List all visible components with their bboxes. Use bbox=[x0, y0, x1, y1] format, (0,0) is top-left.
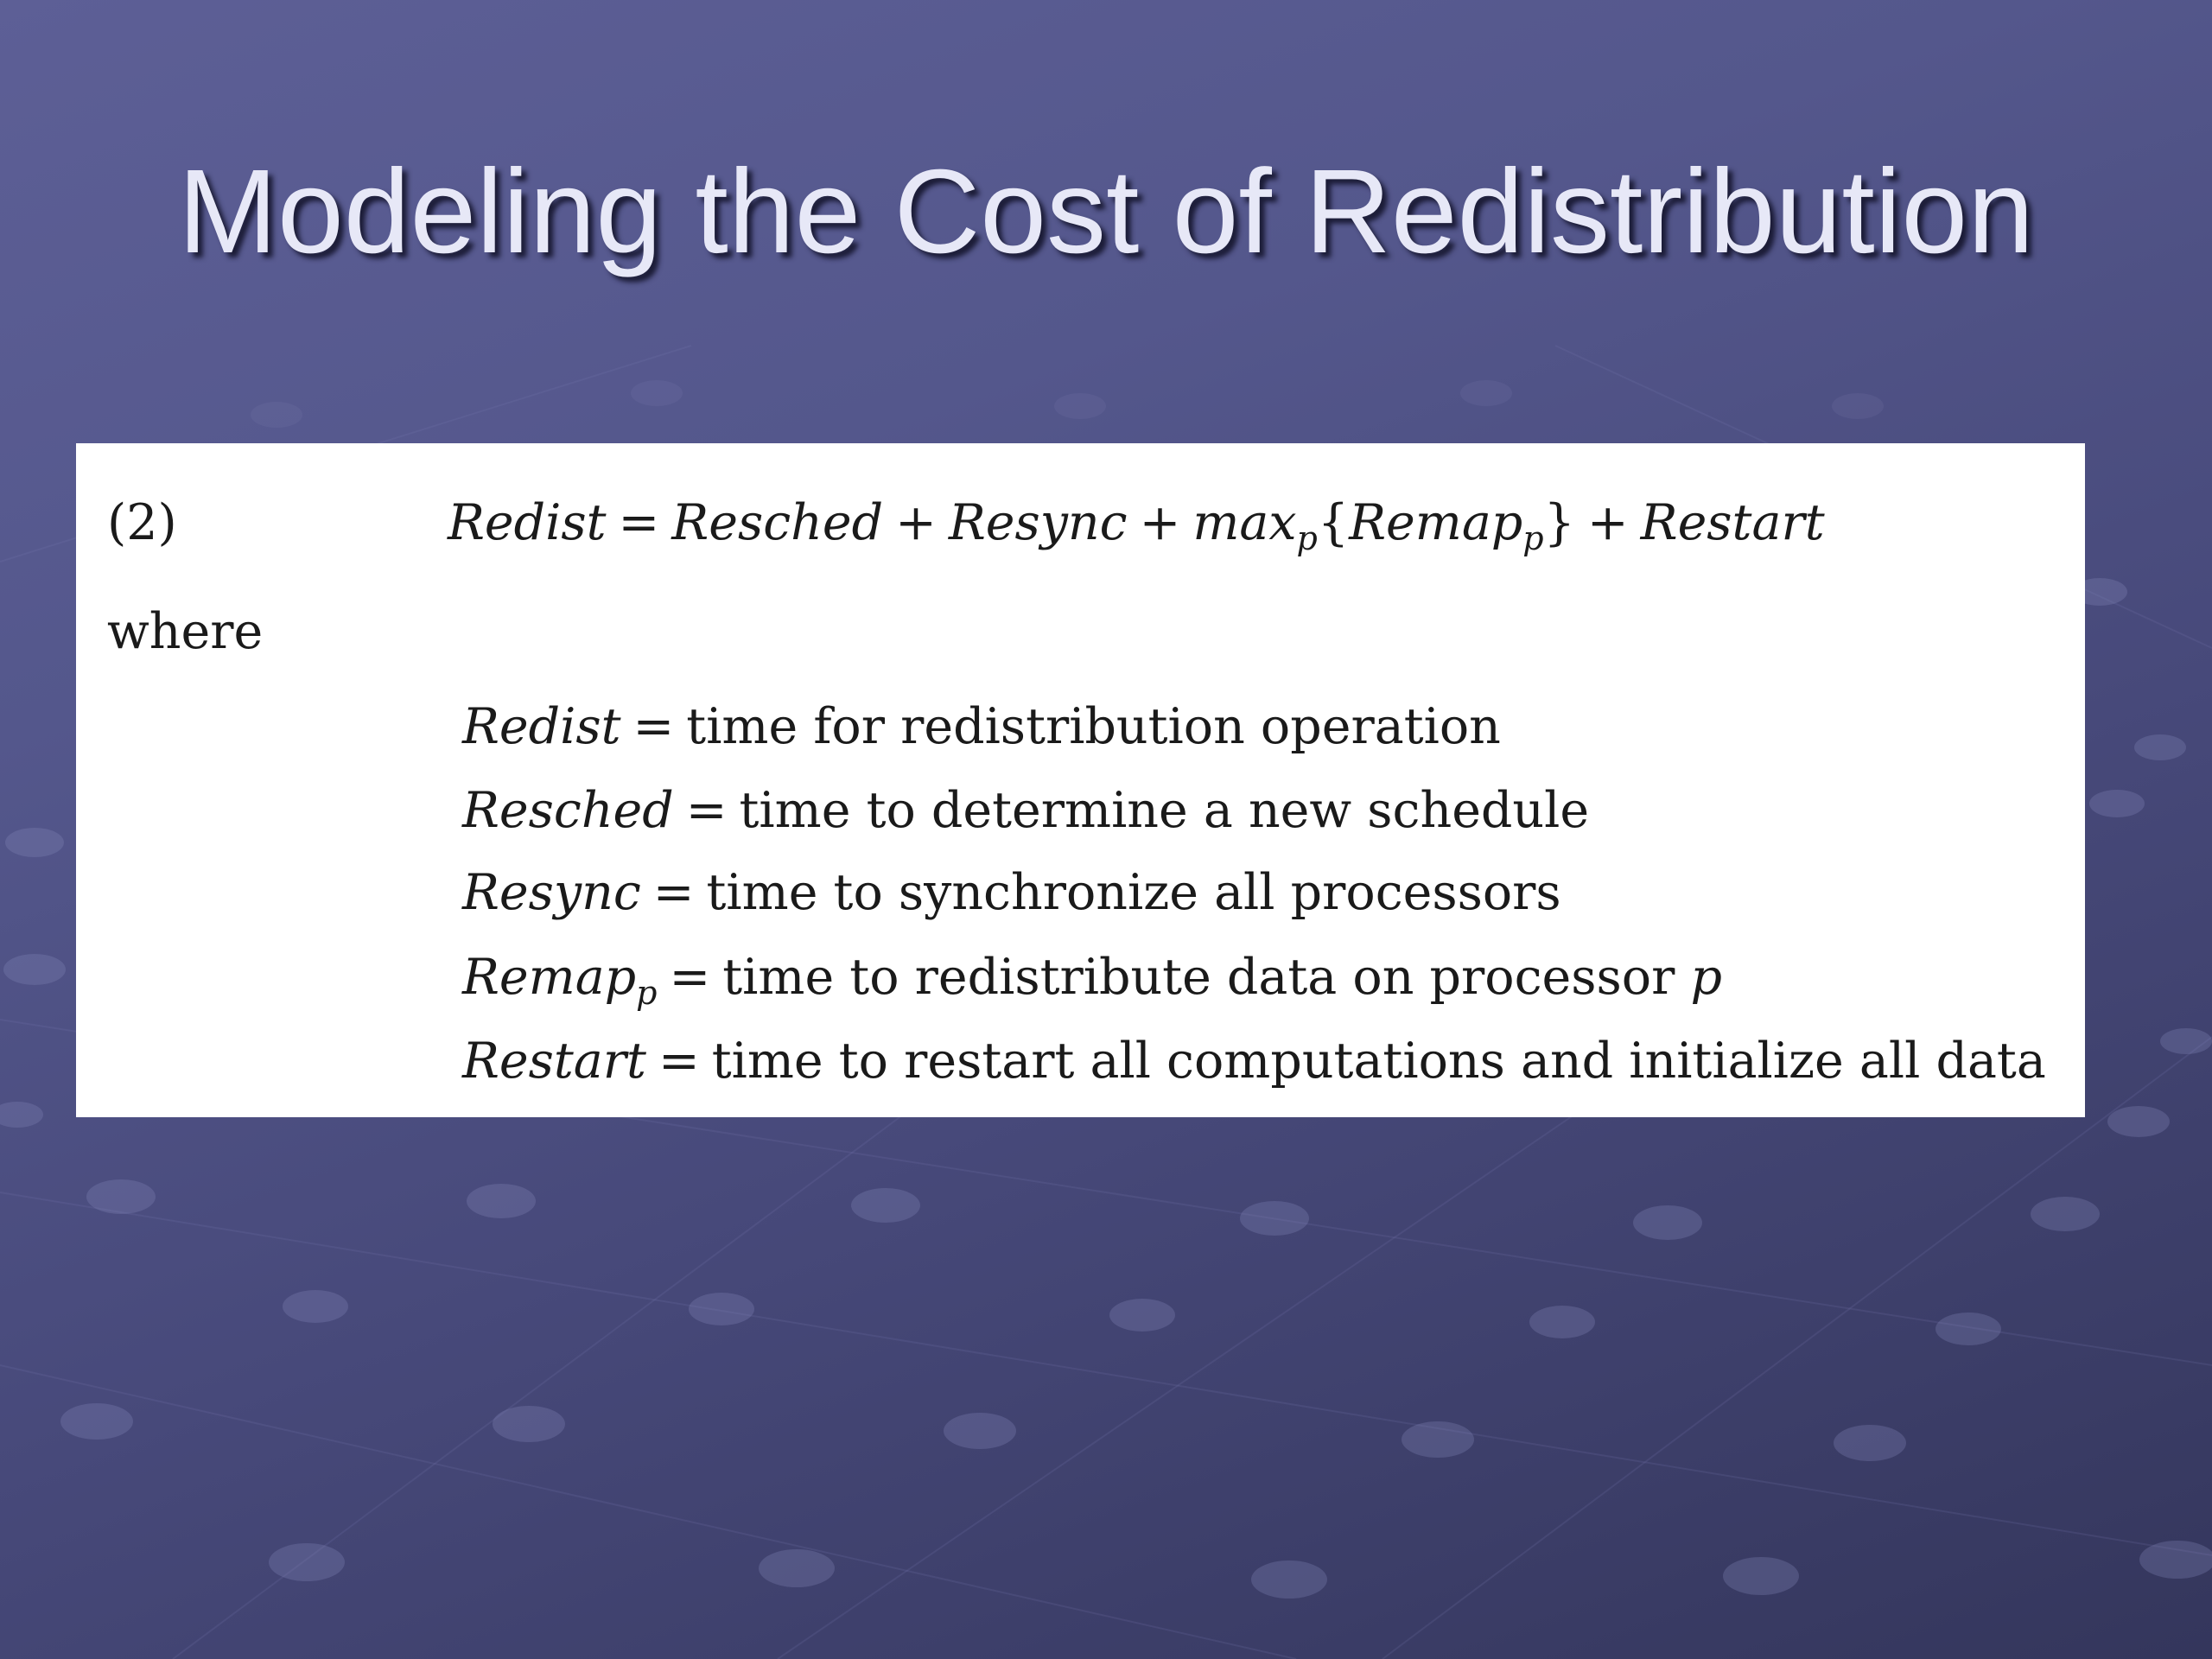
slide-title: Modeling the Cost of Redistribution bbox=[178, 145, 2034, 278]
definition-variable: p bbox=[1690, 949, 1722, 1006]
definition-text: time to determine a new schedule bbox=[739, 782, 1590, 839]
term-resync: Resync bbox=[948, 494, 1128, 551]
equation-lhs: Redist bbox=[448, 494, 607, 551]
definition-subscript: p bbox=[636, 974, 658, 1012]
definition-symbol: Restart bbox=[462, 1033, 646, 1090]
plus-sign: + bbox=[895, 494, 937, 551]
equals-sign: = bbox=[669, 949, 711, 1006]
max-subscript: p bbox=[1296, 519, 1318, 557]
definition-symbol: Resched bbox=[462, 782, 674, 839]
definition-row bbox=[462, 934, 1722, 1020]
term-restart: Restart bbox=[1640, 494, 1825, 551]
close-brace: } bbox=[1543, 494, 1575, 551]
term-remap: Remap bbox=[1349, 494, 1523, 551]
equals-sign: = bbox=[652, 864, 695, 921]
main-equation bbox=[448, 478, 1825, 568]
term-max: max bbox=[1192, 494, 1297, 551]
definition-row bbox=[462, 767, 1589, 854]
equals-sign: = bbox=[618, 494, 660, 551]
plus-sign: + bbox=[1139, 494, 1181, 551]
equals-sign: = bbox=[685, 782, 728, 839]
definition-symbol: Resync bbox=[462, 864, 641, 921]
remap-subscript: p bbox=[1522, 519, 1544, 557]
where-label: where bbox=[107, 603, 264, 660]
equation-number: (2) bbox=[107, 494, 177, 551]
definition-symbol: Redist bbox=[462, 698, 621, 755]
open-brace: { bbox=[1317, 494, 1350, 551]
definition-row bbox=[462, 683, 1501, 770]
equals-sign: = bbox=[658, 1033, 700, 1090]
definition-text: time to redistribute data on processor bbox=[722, 949, 1691, 1006]
definition-symbol: Remap bbox=[462, 949, 637, 1006]
plus-sign: + bbox=[1586, 494, 1629, 551]
definition-text: time for redistribution operation bbox=[686, 698, 1501, 755]
definition-text: time to synchronize all processors bbox=[706, 864, 1561, 921]
formula-panel bbox=[76, 443, 2085, 1117]
term-resched: Resched bbox=[671, 494, 884, 551]
definition-row bbox=[462, 849, 1561, 936]
equals-sign: = bbox=[632, 698, 675, 755]
definition-row bbox=[462, 1018, 2046, 1104]
definition-text: time to restart all computations and initialize all data bbox=[711, 1033, 2046, 1090]
